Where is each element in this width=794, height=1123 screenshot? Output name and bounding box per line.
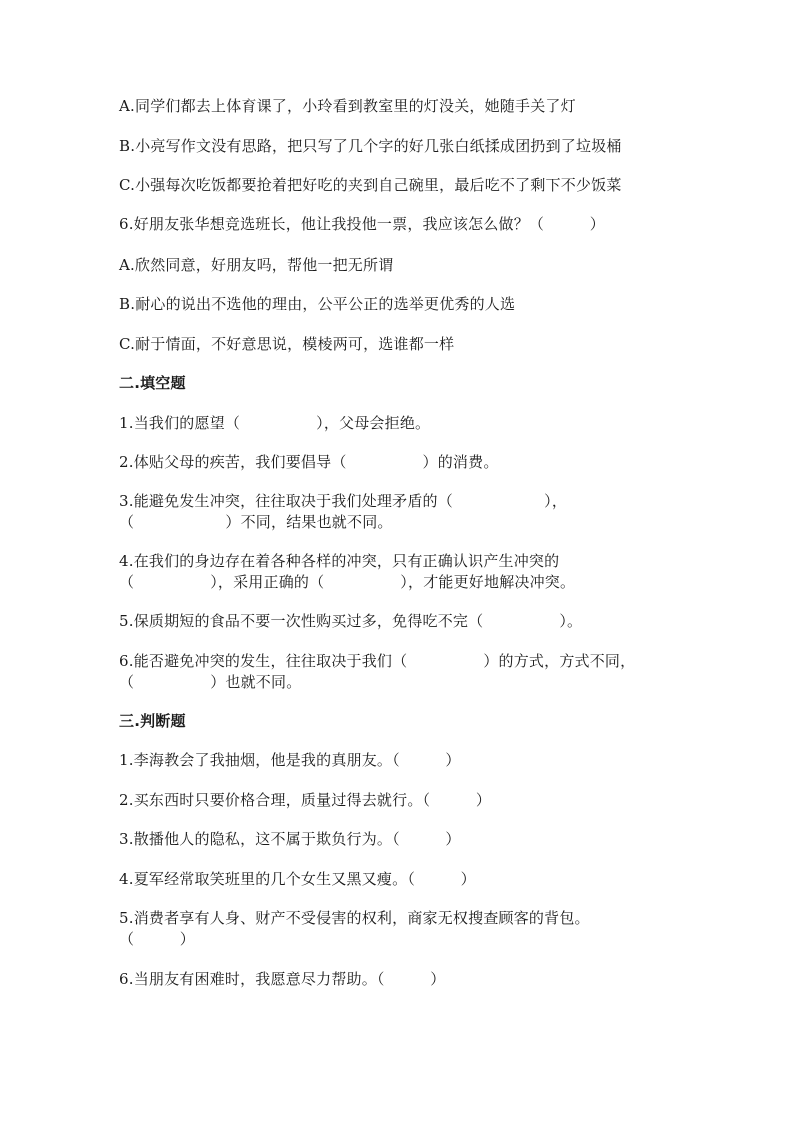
judge-item-6: 6.当朋友有困难时，我愿意尽力帮助。（ ） [119,970,446,988]
section-judge-title: 三.判断题 [119,712,186,730]
judge-item-2: 2.买东西时只要价格合理，质量过得去就行。（ ） [119,791,492,809]
fill-item-2: 2.体贴父母的疾苦，我们要倡导（ ）的消费。 [119,453,499,471]
fill-item-4-line2: （ ），采用正确的（ ），才能更好地解决冲突。 [119,573,576,591]
fill-item-6-line2: （ ）也就不同。 [119,673,302,691]
fill-item-3-line2: （ ）不同，结果也就不同。 [119,513,393,531]
judge-item-4: 4.夏军经常取笑班里的几个女生又黑又瘦。（ ） [119,870,476,888]
q6-stem: 6.好朋友张华想竞选班长，他让我投他一票，我应该怎么做？（ ） [119,215,605,233]
section-fill-blank-title: 二.填空题 [119,374,186,392]
judge-item-3: 3.散播他人的隐私，这不属于欺负行为。（ ） [119,830,461,848]
judge-item-5-line2: （ ） [119,930,196,948]
fill-item-4-line1: 4.在我们的身边存在着各种各样的冲突，只有正确认识产生冲突的 [119,552,560,570]
q6-option-b: B.耐心的说出不选他的理由，公平公正的选举更优秀的人选 [119,295,516,313]
judge-item-5-line1: 5.消费者享有人身、财产不受侵害的权利，商家无权搜查顾客的背包。 [119,909,590,927]
fill-item-6-line1: 6.能否避免冲突的发生，往往取决于我们（ ）的方式，方式不同， [119,652,636,670]
fill-item-3-line1: 3.能避免发生冲突，往往取决于我们处理矛盾的（ ）， [119,492,568,510]
q5-option-c: C.小强每次吃饭都要抢着把好吃的夹到自己碗里，最后吃不了剩下不少饭菜 [119,176,622,194]
q6-option-c: C.耐于情面，不好意思说，模棱两可，选谁都一样 [119,335,455,353]
q6-option-a: A.欣然同意，好朋友吗，帮他一把无所谓 [119,256,394,274]
q5-option-b: B.小亮写作文没有思路，把只写了几个字的好几张白纸揉成团扔到了垃圾桶 [119,137,622,155]
judge-item-1: 1.李海教会了我抽烟，他是我的真朋友。（ ） [119,751,461,769]
fill-item-5: 5.保质期短的食品不要一次性购买过多，免得吃不完（ ）。 [119,612,583,630]
q5-option-a: A.同学们都去上体育课了，小玲看到教室里的灯没关，她随手关了灯 [119,97,576,115]
fill-item-1: 1.当我们的愿望（ ），父母会拒绝。 [119,414,431,432]
